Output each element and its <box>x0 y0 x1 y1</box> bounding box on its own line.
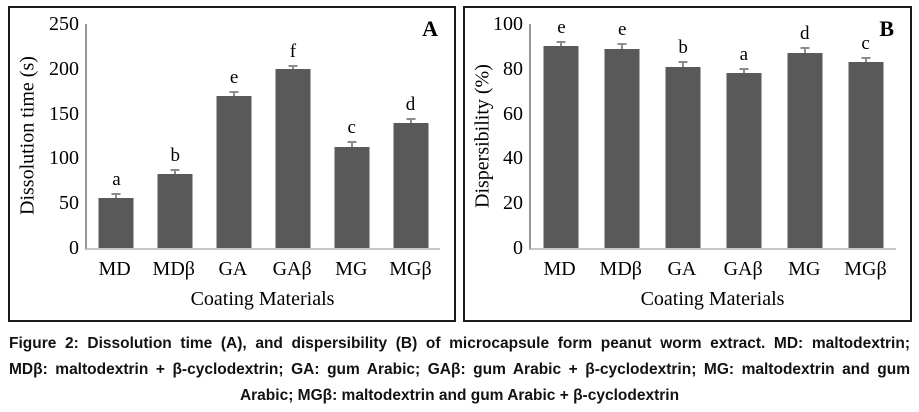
x-category-label: MG <box>335 258 368 280</box>
bar <box>666 67 701 248</box>
y-tick-label: 200 <box>49 57 79 80</box>
bar-group-MG <box>322 24 381 248</box>
y-tick-label: 100 <box>493 13 523 35</box>
x-category-label: GA <box>218 258 248 280</box>
y-tick-label: 100 <box>49 147 79 170</box>
error-bar-cap <box>288 65 297 67</box>
error-bar <box>560 43 562 46</box>
error-bar <box>621 45 623 48</box>
bar <box>334 147 369 248</box>
x-axis-category-labels <box>85 258 440 281</box>
bar <box>848 62 883 248</box>
significance-letter: a <box>112 169 121 191</box>
bar-group-MD <box>531 17 592 248</box>
x-category-label: MGβ <box>844 258 887 280</box>
significance-letter: b <box>170 144 180 166</box>
bar-group-MGβ <box>381 24 440 248</box>
figure-caption <box>9 331 910 409</box>
x-category-label: MDβ <box>599 258 642 280</box>
x-category-label: GAβ <box>272 258 312 280</box>
significance-letter: d <box>799 22 810 44</box>
panel-a-dissolution-time-chart <box>8 6 456 322</box>
significance-letter: e <box>229 66 239 88</box>
error-bar <box>174 171 176 174</box>
x-category-label: MD <box>98 258 131 280</box>
significance-letter: f <box>289 40 297 62</box>
bar <box>787 53 822 248</box>
bar-columns <box>531 17 896 248</box>
error-bar <box>292 67 294 69</box>
significance-letter: d <box>405 94 416 116</box>
significance-letter: c <box>861 32 870 54</box>
bar-group-MGβ <box>835 24 896 248</box>
error-bar <box>865 59 867 62</box>
y-axis-title: Dispersibility (%) <box>471 64 494 208</box>
x-category-label: GAβ <box>723 258 763 280</box>
error-bar-cap <box>618 43 627 45</box>
x-axis-category-labels <box>529 258 896 281</box>
error-bar-cap <box>112 193 121 195</box>
significance-letter: c <box>347 117 356 139</box>
bar <box>217 96 252 248</box>
error-bar <box>410 120 412 122</box>
significance-letter: a <box>739 43 749 65</box>
caption-line: Arabic; MGβ: maltodextrin and gum Arabic + β-cyclodextrin <box>239 387 680 404</box>
error-bar-cap <box>557 41 566 43</box>
error-bar <box>804 49 806 53</box>
bar-group-GA <box>205 24 264 248</box>
plot-area <box>493 13 896 259</box>
bar <box>158 174 193 248</box>
bar-group-MG <box>774 24 835 248</box>
y-tick-label: 0 <box>69 237 79 259</box>
bar-group-MDβ <box>146 24 205 248</box>
caption-line: Figure 2: Dissolution time (A), and dispersibility (B) of microcapsule form peanut worm extract. MD: maltodextrin; <box>9 335 910 352</box>
bar <box>275 69 310 248</box>
x-category-label: GA <box>667 258 697 280</box>
x-axis-title: Coating Materials <box>190 288 335 310</box>
error-bar-cap <box>739 68 748 70</box>
bar <box>605 49 640 248</box>
x-category-label: MDβ <box>152 258 195 280</box>
y-tick-label: 40 <box>503 147 523 170</box>
significance-letter: e <box>618 19 627 41</box>
error-bar <box>743 70 745 73</box>
y-tick-label: 50 <box>59 192 79 215</box>
y-tick-label: 250 <box>49 13 79 35</box>
bar-group-GAβ <box>263 24 322 248</box>
x-axis-title: Coating Materials <box>640 288 785 310</box>
panel-label-b: B <box>879 16 894 41</box>
error-bar-cap <box>171 169 180 171</box>
error-bar <box>115 195 117 198</box>
error-bar-cap <box>230 91 239 93</box>
error-bar <box>682 63 684 66</box>
significance-letter: e <box>557 17 566 39</box>
bar-group-MDβ <box>592 19 653 248</box>
y-tick-label: 150 <box>49 102 79 125</box>
bar-group-GA <box>653 24 714 248</box>
error-bar <box>351 143 353 147</box>
bar <box>544 46 579 248</box>
bar <box>726 73 761 248</box>
bar <box>99 198 134 248</box>
error-bar-cap <box>347 141 356 143</box>
y-tick-label: 80 <box>503 57 523 80</box>
error-bar-cap <box>800 47 809 49</box>
significance-letter: b <box>678 37 688 59</box>
bar-columns <box>87 24 440 248</box>
bar-group-GAβ <box>713 24 774 248</box>
error-bar-cap <box>406 118 415 120</box>
y-tick-label: 0 <box>513 237 523 259</box>
panel-label-a: A <box>422 16 438 41</box>
panel-b-dispersibility-chart <box>463 6 912 322</box>
bar <box>393 123 428 248</box>
error-bar-cap <box>679 61 688 63</box>
y-tick-label: 60 <box>503 102 523 125</box>
x-category-label: MGβ <box>389 258 432 280</box>
error-bar <box>233 93 235 96</box>
x-category-label: MD <box>543 258 576 280</box>
error-bar-cap <box>861 57 870 59</box>
y-axis-title: Dissolution time (s) <box>16 56 39 216</box>
caption-line: MDβ: maltodextrin + β-cyclodextrin; GA: gum Arabic; GAβ: gum Arabic + β-cyclodextrin; MG: maltodextrin and gum <box>9 361 910 378</box>
plot-area <box>49 13 440 259</box>
bar-group-MD <box>87 24 146 248</box>
y-tick-label: 20 <box>503 192 523 215</box>
x-category-label: MG <box>788 258 821 280</box>
